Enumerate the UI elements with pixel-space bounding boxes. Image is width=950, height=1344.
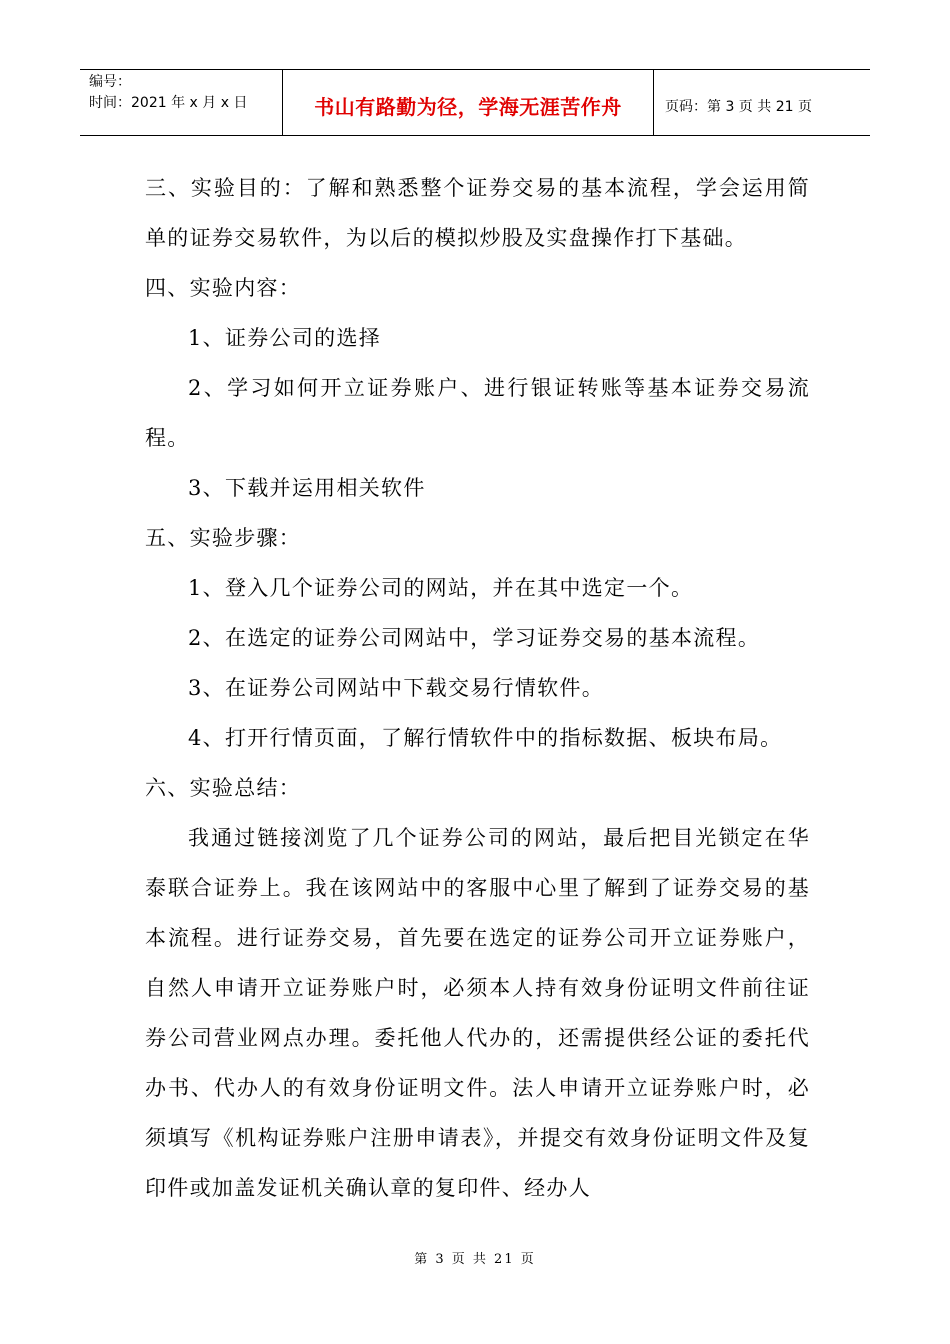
document-number-label: 编号： <box>89 74 131 90</box>
list-item: 2、在选定的证券公司网站中，学习证券交易的基本流程。 <box>188 626 761 650</box>
header-motto-cell <box>283 70 654 135</box>
section-heading: 五、实验步骤： <box>145 526 302 550</box>
footer-page-number: 第 3 页 共 21 页 <box>414 1252 536 1267</box>
section-heading: 六、实验总结： <box>145 776 302 800</box>
page-header <box>80 69 870 136</box>
list-item: 3、下载并运用相关软件 <box>188 476 426 500</box>
header-motto: 书山有路勤为径，学海无涯苦作舟 <box>314 95 622 119</box>
header-page-cell <box>654 70 870 135</box>
list-item: 1、证券公司的选择 <box>188 326 382 350</box>
list-item: 1、登入几个证券公司的网站，并在其中选定一个。 <box>188 576 694 600</box>
document-time-label: 时间：2021 年 x 月 x 日 <box>89 95 248 111</box>
list-item: 4、打开行情页面，了解行情软件中的指标数据、板块布局。 <box>188 726 783 750</box>
document-body <box>145 163 810 1213</box>
header-page-info: 页码：第 3 页 共 21 页 <box>665 98 812 115</box>
paragraph: 我通过链接浏览了几个证券公司的网站，最后把目光锁定在华泰联合证券上。我在该网站中的客服中心里了解到了证券交易的基本流程。进行证券交易，首先要在选定的证券公司开立证券账户，自然人申请开立证券账户时，必须本人持有效身份证明文件前往证券公司营业网点办理。委托他人代办的，还需提供经公证的委托代办书、代办人的有效身份证明文件。法人申请开立证券账户时，必须填写《机构证券账户注册申请表》，并提交有效身份证明文件及复印件或加盖发证机关确认章的复印件、经办人 <box>145 826 810 1200</box>
page-footer <box>0 1248 950 1267</box>
list-item: 2、学习如何开立证券账户、进行银证转账等基本证券交易流程。 <box>145 376 810 450</box>
section-heading: 四、实验内容： <box>145 276 302 300</box>
list-item: 3、在证券公司网站中下载交易行情软件。 <box>188 676 605 700</box>
header-meta-cell <box>80 70 283 135</box>
paragraph: 三、实验目的：了解和熟悉整个证券交易的基本流程，学会运用简单的证券交易软件，为以后的模拟炒股及实盘操作打下基础。 <box>145 176 810 250</box>
